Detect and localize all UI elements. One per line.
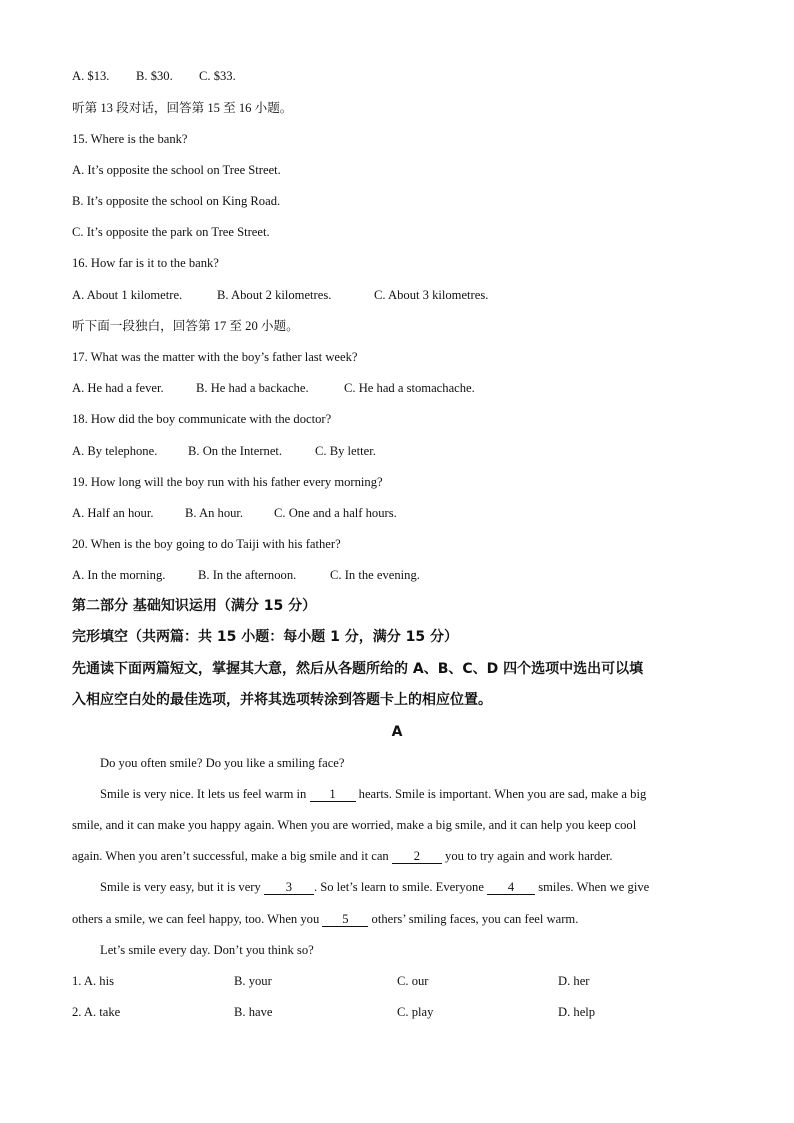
cloze-2-option-b: B. have xyxy=(234,1005,273,1019)
q16-option-c: C. About 3 kilometres. xyxy=(374,288,489,302)
q18-stem: 18. How did the boy communicate with the doctor? xyxy=(72,412,332,426)
q15-stem: 15. Where is the bank? xyxy=(72,132,188,146)
passage-paragraph-2-line-3 xyxy=(72,848,613,864)
q18-option-a: A. By telephone. xyxy=(72,444,158,458)
q17-option-b: B. He had a backache. xyxy=(196,381,309,395)
text-segment: . So let’s learn to smile. Everyone xyxy=(313,880,488,894)
q20-option-a: A. In the morning. xyxy=(72,568,166,582)
passage-paragraph-1: Do you often smile? Do you like a smiling face? xyxy=(100,756,345,770)
passage-paragraph-4: Let’s smile every day. Don’t you think so? xyxy=(100,943,314,957)
q19-stem: 19. How long will the boy run with his father every morning? xyxy=(72,475,383,489)
q14-option-b: B. $30. xyxy=(136,69,173,83)
cloze-1-option-c: C. our xyxy=(397,974,429,988)
passage-paragraph-3-line-1 xyxy=(100,879,649,895)
part2-instruction-line2: 入相应空白处的最佳选项，并将其选项转涂到答题卡上的相应位置。 xyxy=(72,692,492,708)
q14-option-c: C. $33. xyxy=(199,69,236,83)
q19-option-c: C. One and a half hours. xyxy=(274,506,397,520)
blank-5: 5 xyxy=(322,912,368,927)
q16-stem: 16. How far is it to the bank? xyxy=(72,256,219,270)
text-segment: hearts. Smile is important. When you are sad, make a big xyxy=(355,787,647,801)
q16-option-a: A. About 1 kilometre. xyxy=(72,288,183,302)
text-segment: smiles. When we give xyxy=(535,880,650,894)
cloze-1-option-b: B. your xyxy=(234,974,272,988)
q20-option-b: B. In the afternoon. xyxy=(198,568,297,582)
q17-option-c: C. He had a stomachache. xyxy=(344,381,475,395)
q20-option-c: C. In the evening. xyxy=(330,568,420,582)
text-segment: you to try again and work harder. xyxy=(441,849,613,863)
passage-paragraph-3-line-2 xyxy=(72,911,578,927)
q15-option-b: B. It’s opposite the school on King Road. xyxy=(72,194,281,208)
q17-stem: 17. What was the matter with the boy’s father last week? xyxy=(72,350,358,364)
passage-paragraph-2-line-1 xyxy=(100,786,646,802)
cloze-1-option-d: D. her xyxy=(558,974,590,988)
q17-option-a: A. He had a fever. xyxy=(72,381,164,395)
q19-option-b: B. An hour. xyxy=(185,506,244,520)
q20-stem: 20. When is the boy going to do Taiji with his father? xyxy=(72,537,341,551)
cloze-2-option-d: D. help xyxy=(558,1005,596,1019)
text-segment: again. When you aren’t successful, make a big smile and it can xyxy=(72,849,392,863)
instruction-monologue: 听下面一段独白，回答第 17 至 20 小题。 xyxy=(72,319,299,333)
text-segment: Smile is very nice. It lets us feel warm in xyxy=(100,787,310,801)
q18-option-b: B. On the Internet. xyxy=(188,444,283,458)
q15-option-c: C. It’s opposite the park on Tree Street. xyxy=(72,225,270,239)
part2-title: 第二部分 基础知识运用（满分 15 分） xyxy=(72,598,317,614)
q14-option-a: A. $13. xyxy=(72,69,110,83)
blank-4: 4 xyxy=(487,880,535,895)
q19-option-a: A. Half an hour. xyxy=(72,506,154,520)
part2-instruction-line1: 先通读下面两篇短文，掌握其大意，然后从各题所给的 A、B、C、D 四个选项中选出可以填 xyxy=(72,661,644,677)
blank-3: 3 xyxy=(264,880,314,895)
text-segment: others’ smiling faces, you can feel warm. xyxy=(368,912,579,926)
part2-subtitle: 完形填空（共两篇：共 15 小题：每小题 1 分，满分 15 分） xyxy=(72,629,458,645)
q18-option-c: C. By letter. xyxy=(315,444,376,458)
cloze-2-option-a: 2. A. take xyxy=(72,1005,121,1019)
cloze-2-option-c: C. play xyxy=(397,1005,434,1019)
instruction-dialogue-13: 听第 13 段对话，回答第 15 至 16 小题。 xyxy=(72,101,293,115)
passage-paragraph-2-line-2: smile, and it can make you happy again. When you are worried, make a big smile, and it can help you keep cool xyxy=(72,818,637,832)
q16-option-b: B. About 2 kilometres. xyxy=(217,288,332,302)
text-segment: Smile is very easy, but it is very xyxy=(100,880,264,894)
cloze-1-option-a: 1. A. his xyxy=(72,974,114,988)
blank-1: 1 xyxy=(310,787,356,802)
q15-option-a: A. It’s opposite the school on Tree Street. xyxy=(72,163,281,177)
text-segment: others a smile, we can feel happy, too. When you xyxy=(72,912,323,926)
blank-2: 2 xyxy=(392,849,442,864)
passage-label: A xyxy=(391,724,403,740)
